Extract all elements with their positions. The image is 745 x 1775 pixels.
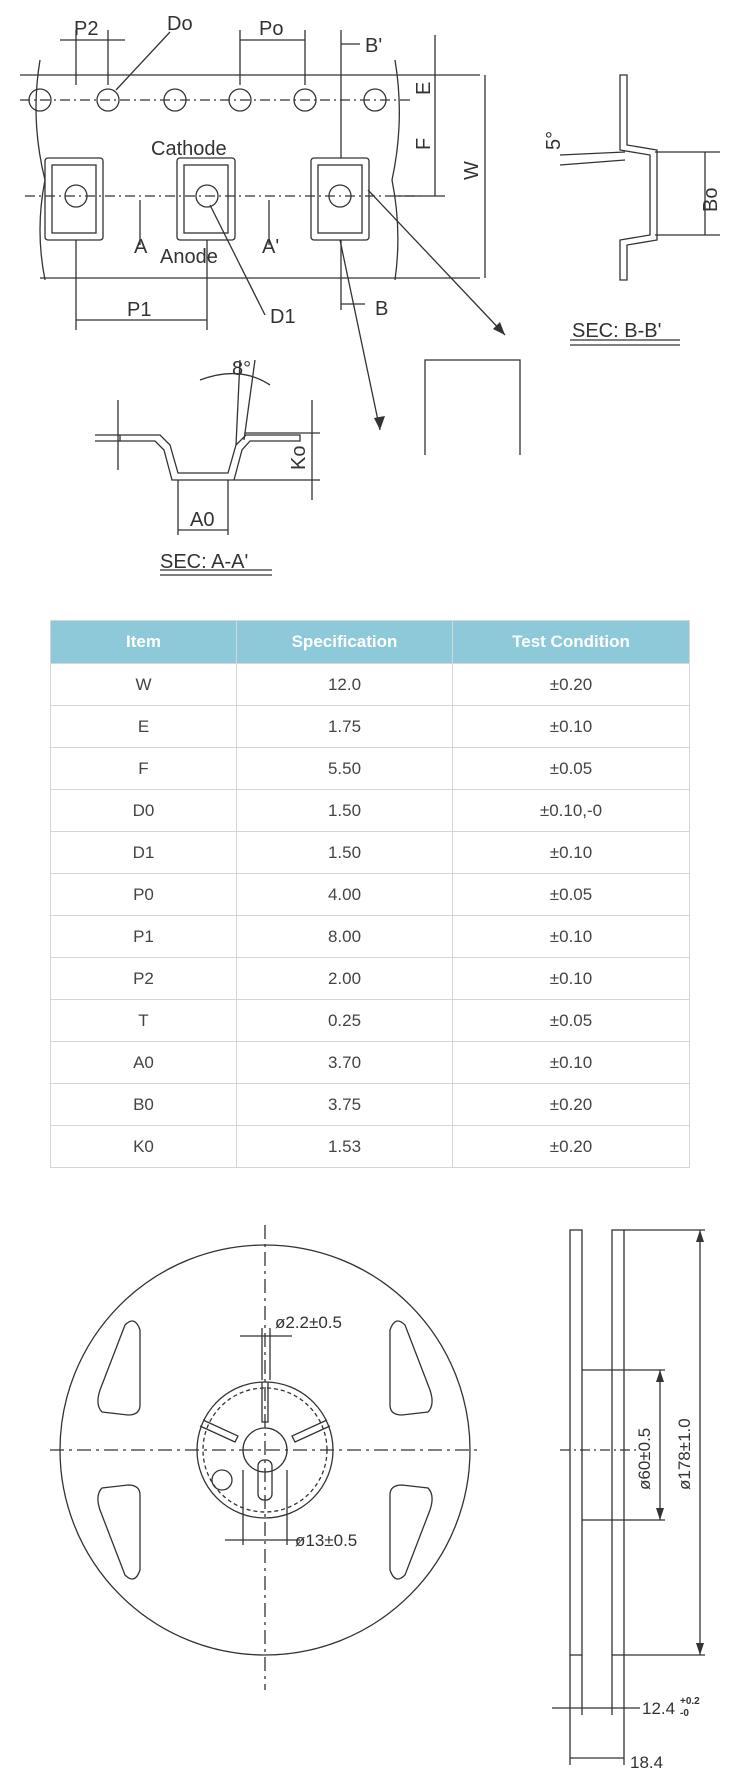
section-view-frame	[425, 360, 520, 455]
table-row: D0 1.50 ±0.10,-0	[51, 790, 690, 832]
label-w: W	[461, 161, 483, 180]
table-row: P0 4.00 ±0.05	[51, 874, 690, 916]
label-a: A	[134, 236, 148, 258]
table-row: A0 3.70 ±0.10	[51, 1042, 690, 1084]
label-hub-dia: ø13±0.5	[295, 1531, 358, 1550]
table-row: P2 2.00 ±0.10	[51, 958, 690, 1000]
label-cathode: Cathode	[151, 138, 227, 160]
label-sec-aa: SEC: A-A'	[160, 551, 249, 573]
table-header-row	[51, 621, 690, 664]
table-row: P1 8.00 ±0.10	[51, 916, 690, 958]
label-width-outer: 18.4	[630, 1753, 664, 1772]
tape-break-left	[36, 60, 45, 280]
label-width-inner-tol-minus: -0	[680, 1708, 689, 1719]
label-ko: Ko	[288, 445, 310, 470]
tape-break-right	[392, 60, 399, 280]
table-row: D1 1.50 ±0.10	[51, 832, 690, 874]
table-row: E 1.75 ±0.10	[51, 706, 690, 748]
table-row: B0 3.75 ±0.20	[51, 1084, 690, 1126]
label-f: F	[413, 137, 435, 150]
table-row: F 5.50 ±0.05	[51, 748, 690, 790]
reel-flange-right	[612, 1230, 624, 1655]
pockets	[45, 158, 369, 240]
label-do: Do	[167, 13, 193, 35]
label-hole-dia: ø2.2±0.5	[275, 1313, 342, 1332]
header-specification: Specification	[237, 621, 453, 664]
label-width-inner-tol-plus: +0.2	[680, 1696, 700, 1707]
carrier-tape-drawing	[0, 0, 745, 600]
label-anode: Anode	[160, 246, 218, 268]
label-d1: D1	[270, 306, 296, 328]
label-a0: A0	[190, 509, 215, 531]
label-po: Po	[259, 18, 284, 40]
label-bo: Bo	[700, 187, 722, 212]
label-width-inner: 12.4	[642, 1699, 676, 1718]
label-b-prime: B'	[365, 35, 383, 57]
reel-flange-left	[570, 1230, 582, 1655]
table-row: T 0.25 ±0.05	[51, 1000, 690, 1042]
label-reel-dia: ø178±1.0	[675, 1418, 694, 1490]
label-core-dia: ø60±0.5	[635, 1427, 654, 1490]
label-sec-bb: SEC: B-B'	[572, 320, 662, 342]
section-bb-profile	[620, 75, 657, 280]
spec-table	[50, 620, 690, 1168]
label-angle-8: 8°	[232, 358, 252, 380]
table-row: K0 1.53 ±0.20	[51, 1126, 690, 1168]
label-p2: P2	[74, 18, 99, 40]
label-p1: P1	[127, 299, 152, 321]
table-row: W 12.0 ±0.20	[51, 664, 690, 706]
label-e: E	[413, 81, 435, 95]
header-test-condition: Test Condition	[453, 621, 690, 664]
drive-hole	[212, 1470, 232, 1490]
label-a-prime: A'	[262, 236, 280, 258]
header-item: Item	[51, 621, 237, 664]
label-b: B	[375, 298, 389, 320]
label-angle-5: 5°	[543, 130, 565, 150]
reel-drawing	[0, 1190, 745, 1775]
section-aa-profile	[120, 435, 300, 480]
